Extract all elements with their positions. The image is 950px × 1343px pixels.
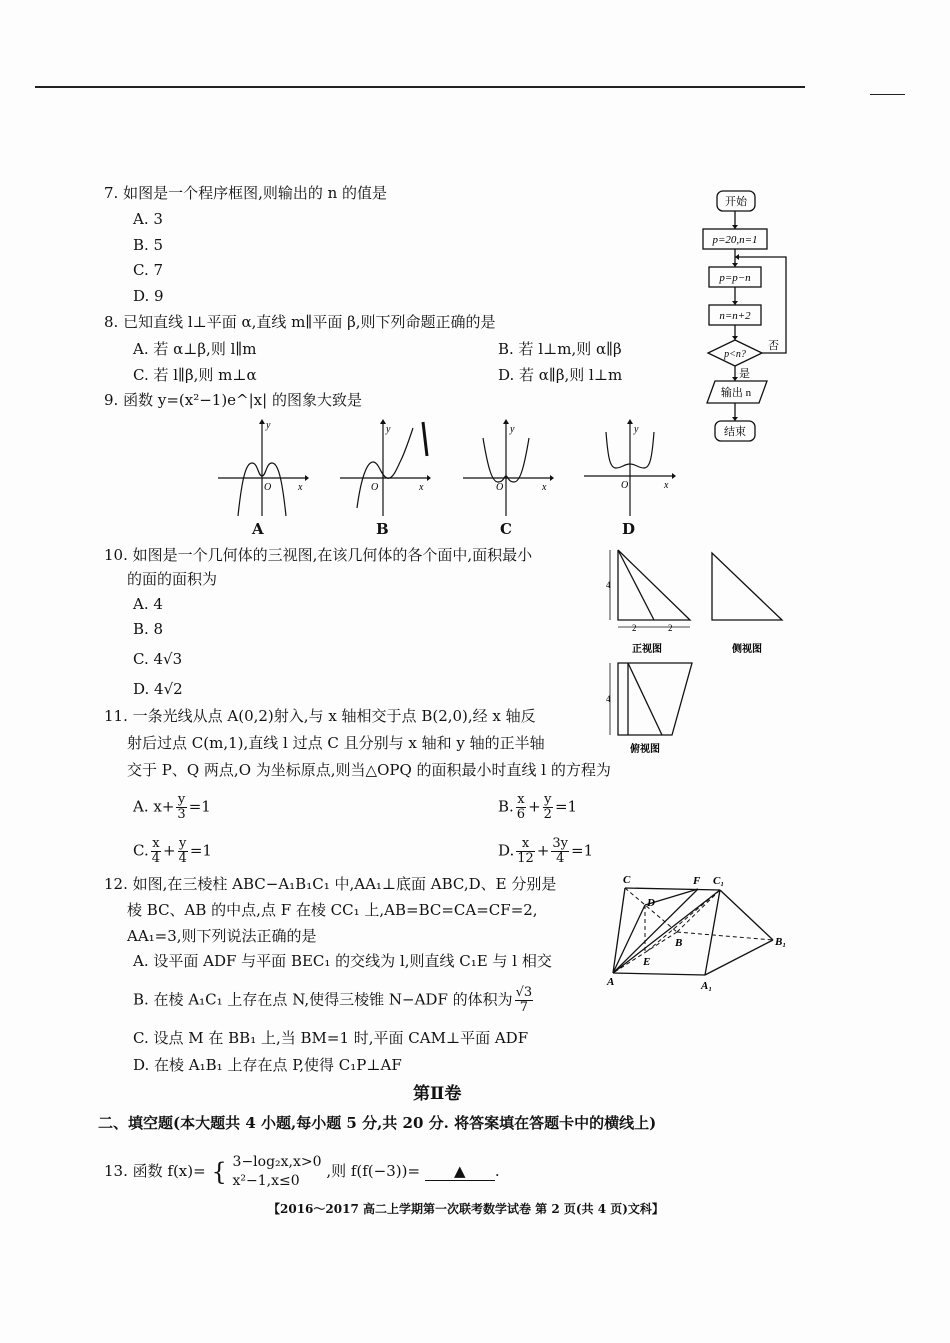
- top-view-caption: 俯视图: [630, 744, 660, 755]
- q8-option-b: B. 若 l⊥m,则 α∥β: [498, 340, 622, 358]
- q11b-num1: x: [517, 792, 525, 807]
- three-view-drawing: [600, 545, 790, 755]
- q11c-num1: x: [152, 836, 160, 851]
- q12-option-b: [133, 986, 535, 1015]
- q8-option-d: D. 若 α∥β,则 l⊥m: [498, 366, 623, 384]
- q11b-post: =1: [554, 797, 578, 816]
- q11c-den1: 4: [151, 851, 160, 866]
- q8-option-c: C. 若 l∥β,则 m⊥α: [133, 366, 257, 384]
- q13-pre: 13. 函数 f(x)=: [104, 1162, 206, 1180]
- q9a-origin: O: [264, 482, 272, 493]
- q9c-axis-y: y: [510, 424, 515, 435]
- q9d-axis-x: x: [664, 480, 669, 491]
- q11b-frac2: [543, 793, 553, 822]
- front-dim-height: 4: [606, 580, 611, 590]
- q11c-frac2: [178, 837, 188, 866]
- q9-label-a: A: [252, 520, 264, 538]
- q11c-pre: C.: [133, 841, 149, 860]
- q11-option-b: [498, 793, 577, 822]
- q11-option-d: [498, 837, 593, 866]
- page-footer: 【2016～2017 高二上学期第一次联考数学试卷 第 2 页(共 4 页)文科】: [268, 1202, 664, 1216]
- q11c-num2: y: [179, 836, 187, 851]
- q11c-den2: 4: [178, 851, 187, 866]
- top-dim-height: 4: [606, 694, 611, 704]
- q10-option-c: C. 4√3: [133, 650, 183, 668]
- q9-graph-a: [210, 418, 310, 518]
- q9-graph-d: [580, 418, 680, 518]
- q11c-mid: +: [163, 841, 176, 860]
- q13-line: [104, 1152, 500, 1192]
- side-view-caption: 侧视图: [732, 644, 762, 655]
- prism-label-d: D: [647, 897, 655, 909]
- q13-brace: {: [211, 1158, 227, 1186]
- q10-stem-line1: 10. 如图是一个几何体的三视图,在该几何体的各个面中,面积最小: [104, 546, 533, 564]
- q11d-frac2: [551, 837, 569, 866]
- q11d-post: =1: [571, 841, 594, 860]
- q7-option-c: C. 7: [133, 261, 164, 279]
- front-dim-width-2: 2: [668, 623, 673, 633]
- flow-init: p=20,n=1: [712, 234, 758, 246]
- front-dim-width-1: 2: [632, 623, 637, 633]
- q12b-num: √3: [515, 985, 533, 1000]
- q9-label-b: B: [376, 520, 389, 538]
- q13-post: ,则 f(f(−3))=: [326, 1162, 421, 1180]
- q9b-axis-x: x: [419, 482, 424, 493]
- q12-option-d: D. 在棱 A₁B₁ 上存在点 P,使得 C₁P⊥AF: [133, 1056, 402, 1074]
- q9c-origin: O: [496, 482, 504, 493]
- flow-start: 开始: [725, 196, 747, 208]
- q11d-num2: 3y: [552, 836, 569, 851]
- q11-option-c: [133, 837, 212, 866]
- q12-stem-line1: 12. 如图,在三棱柱 ABC−A₁B₁C₁ 中,AA₁⊥底面 ABC,D、E 分别是: [104, 875, 557, 893]
- q9b-axis-y: y: [386, 424, 391, 435]
- q8-option-a: A. 若 α⊥β,则 l∥m: [133, 340, 257, 358]
- q9a-axis-x: x: [298, 482, 303, 493]
- q11b-mid: +: [528, 797, 541, 816]
- q11-stem-line3: 交于 P、Q 两点,O 为坐标原点,则当△OPQ 的面积最小时直线 l 的方程为: [127, 761, 611, 779]
- q11b-num2: y: [544, 792, 552, 807]
- q8-stem: 8. 已知直线 l⊥平面 α,直线 m∥平面 β,则下列命题正确的是: [104, 313, 496, 331]
- q12b-text: B. 在棱 A₁C₁ 上存在点 N,使得三棱锥 N−ADF 的体积为: [133, 990, 513, 1009]
- q11b-pre: B.: [498, 797, 514, 816]
- q9-graph-c: [458, 418, 558, 518]
- q11d-den2: 4: [556, 851, 565, 866]
- q11a-pre: A. x+: [133, 797, 175, 816]
- q9b-origin: O: [371, 482, 379, 493]
- q11b-den2: 2: [543, 807, 552, 822]
- q7-option-a: A. 3: [133, 210, 163, 228]
- flow-no: 否: [768, 340, 779, 352]
- q7-stem: 7. 如图是一个程序框图,则输出的 n 的值是: [104, 184, 388, 202]
- q9-label-d: D: [622, 520, 636, 538]
- flow-end: 结束: [724, 426, 746, 438]
- prism-label-b1: B₁: [775, 936, 787, 948]
- q11a-den: 3: [177, 807, 186, 822]
- q13-end: .: [494, 1162, 500, 1180]
- q11b-frac1: [516, 793, 526, 822]
- q12b-den: 7: [519, 1000, 529, 1015]
- flow-output: 输出 n: [720, 387, 752, 399]
- q13-case1: 3−log₂x,x>0: [232, 1154, 322, 1170]
- prism-label-a1: A₁: [701, 980, 713, 992]
- q11d-den1: 12: [517, 851, 534, 866]
- q11-stem-line1: 11. 一条光线从点 A(0,2)射入,与 x 轴相交于点 B(2,0),经 x 轴反: [104, 707, 536, 725]
- q11d-mid: +: [536, 841, 550, 860]
- section-title: 第Ⅱ卷: [413, 1084, 462, 1104]
- part2-heading: 二、填空题(本大题共 4 小题,每小题 5 分,共 20 分. 将答案填在答题卡中的横线上): [98, 1114, 657, 1132]
- q9c-axis-x: x: [542, 482, 547, 493]
- q10-stem-line2: 的面的面积为: [127, 570, 218, 588]
- q9a-axis-y: y: [266, 420, 271, 431]
- flowchart: [690, 185, 800, 450]
- q11d-pre: D.: [498, 841, 515, 860]
- q11d-frac1: [516, 837, 535, 866]
- q12-option-c: C. 设点 M 在 BB₁ 上,当 BM=1 时,平面 CAM⊥平面 ADF: [133, 1029, 529, 1047]
- q10-option-d: D. 4√2: [133, 680, 183, 698]
- q11a-post: =1: [188, 797, 211, 816]
- q12-stem-line3: AA₁=3,则下列说法正确的是: [127, 927, 317, 945]
- header-rule-short: [870, 94, 905, 95]
- prism-label-b: B: [675, 937, 683, 949]
- prism-label-c1: C₁: [713, 875, 725, 887]
- q11d-num1: x: [516, 837, 535, 852]
- q13-case2: x²−1,x≤0: [232, 1173, 300, 1189]
- prism-label-c: C: [623, 874, 631, 886]
- header-rule: [35, 86, 805, 88]
- q11a-num: y: [177, 792, 186, 807]
- q12b-frac: [515, 986, 534, 1015]
- q7-option-d: D. 9: [133, 287, 164, 305]
- q9-label-c: C: [500, 520, 512, 538]
- q7-option-b: B. 5: [133, 236, 164, 254]
- q11-stem-line2: 射后过点 C(m,1),直线 l 过点 C 且分别与 x 轴和 y 轴的正半轴: [127, 734, 545, 752]
- prism-label-f: F: [693, 875, 701, 887]
- flow-step2: n=n+2: [719, 310, 751, 322]
- q12-stem-line2: 棱 BC、AB 的中点,点 F 在棱 CC₁ 上,AB=BC=CA=CF=2,: [127, 901, 538, 919]
- q9d-axis-y: y: [634, 424, 639, 435]
- q11-option-a: [133, 793, 211, 822]
- q11c-frac1: [151, 837, 161, 866]
- q11b-den1: 6: [516, 807, 526, 822]
- flow-yes: 是: [739, 368, 750, 380]
- flow-step1: p=p−n: [719, 272, 751, 284]
- prism-figure: [605, 870, 795, 995]
- q13-answer-blank[interactable]: ▲: [425, 1162, 495, 1181]
- flow-cond: p<n?: [724, 349, 746, 360]
- q13-cases: [233, 1153, 322, 1191]
- q9d-origin: O: [621, 480, 629, 491]
- q12-option-a: A. 设平面 ADF 与平面 BEC₁ 的交线为 l,则直线 C₁E 与 l 相交: [133, 952, 552, 970]
- q11c-post: =1: [189, 841, 212, 860]
- front-view-caption: 正视图: [632, 644, 662, 655]
- q11a-frac: [176, 793, 186, 822]
- q9-graph-b: [335, 418, 435, 518]
- prism-label-a: A: [607, 976, 615, 988]
- q10-option-a: A. 4: [133, 595, 163, 613]
- prism-label-e: E: [643, 956, 651, 968]
- q10-option-b: B. 8: [133, 620, 164, 638]
- q9-stem: 9. 函数 y=(x²−1)e^|x| 的图象大致是: [104, 391, 362, 409]
